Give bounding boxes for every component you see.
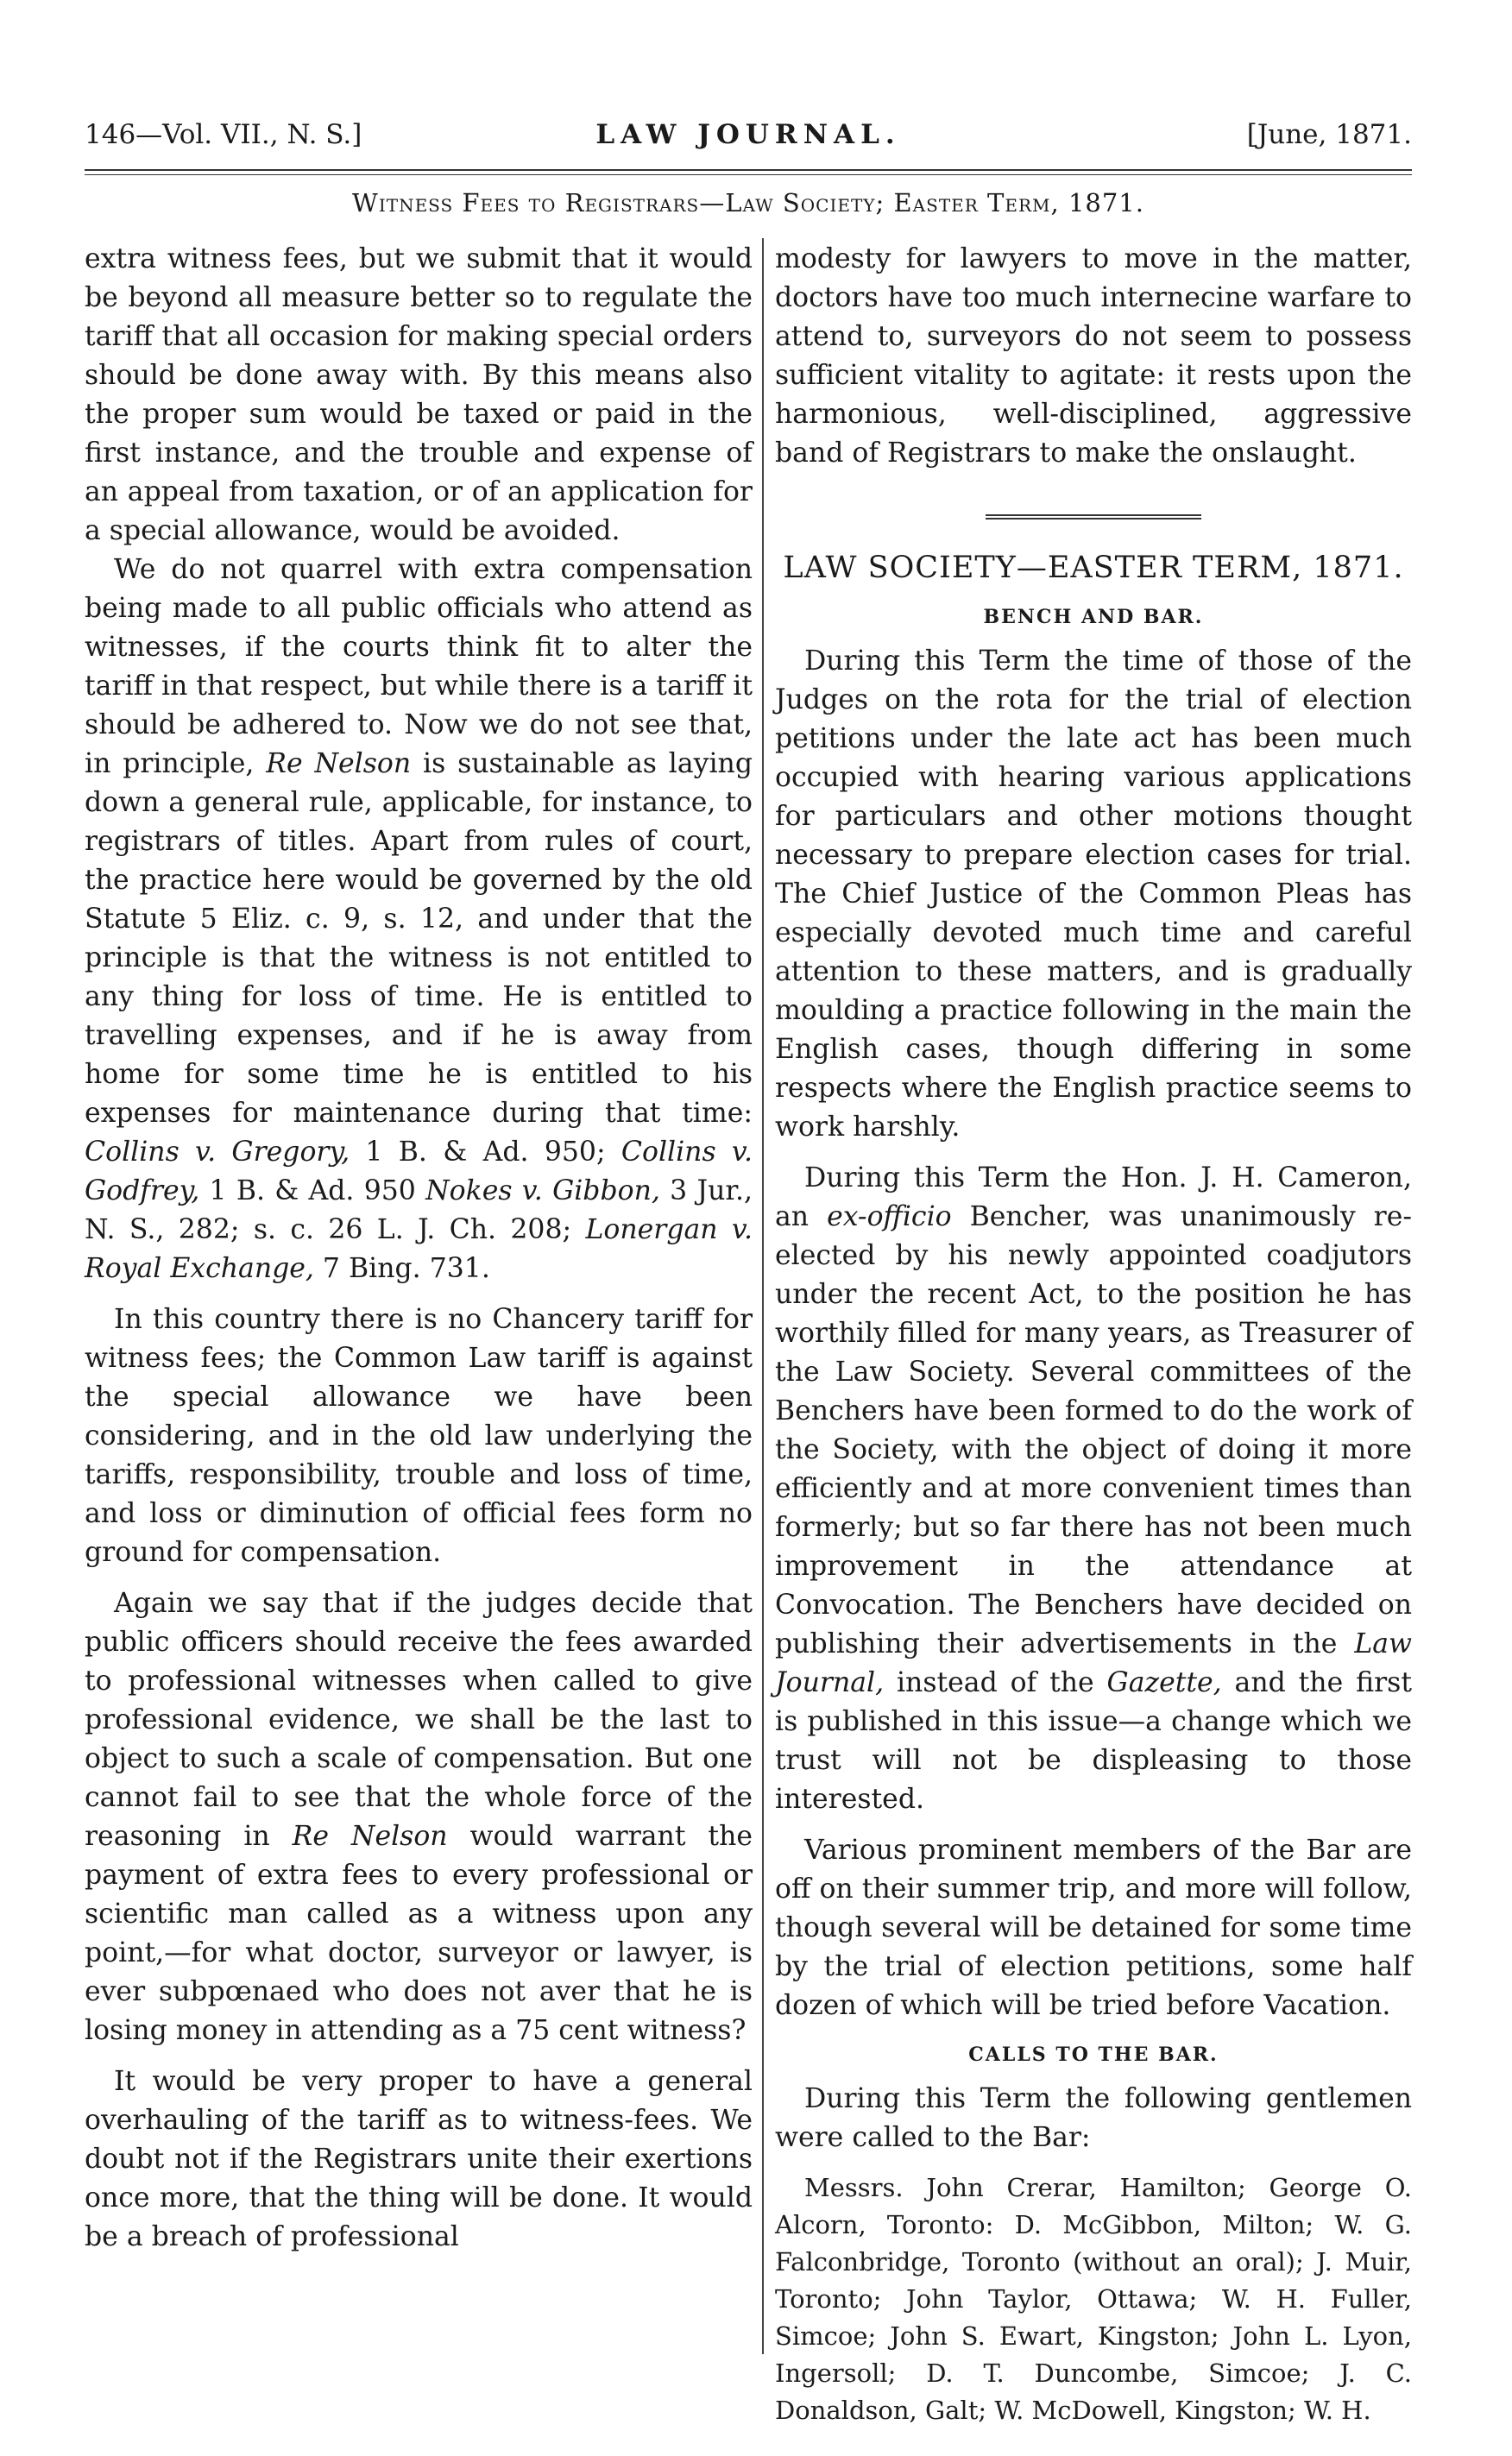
left-paragraph-2: We do not quarrel with extra compensation being made to all public officials who attend as witnesses, if the courts think fit to alter the tariff in that respect, but while there is a tariff it should be adhered to. Now we do not see that, in principle, Re Nelson is sustainable as laying down a general rule, applicable, for instance, to registrars of titles. Apart from rules of court, the practice here would be governed by the old Statute 5 Eliz. c. 9, s. 12, and under that the principle is that the witness is not entitled to any thing for loss of time. He is entitled to travelling expenses, and if he is away from home for some time he is entitled to his expenses for maintenance during that time: Collins v. Gregory, 1 B. & Ad. 950; Collins v. Godfrey, 1 B. & Ad. 950 Nokes v. Gibbon, 3 Jur., N. S., 282; s. c. 26 L. J. Ch. 208; Lonergan v. Royal Exchange, 7 Bing. 731. xyxy=(85,554,753,1284)
right-paragraph-2: During this Term the Hon. J. H. Cameron, an ex-officio Bencher, was unanimously re-elected by his newly appointed coadjutors under the recent Act, to the position he has worthily filled for many years, as Treasurer of the Law Society. Several committees of the Benchers have been formed to do the work of the Society, with the object of doing it more efficiently and at more convenient times than formerly; but so far there has not been much improvement in the attendance at Convocation. The Benchers have decided on publishing their advertisements in the Law Journal, instead of the Gazette, and the first is published in this issue—a change which we trust will not be displeasing to those interested. xyxy=(775,1162,1412,1815)
header-journal-title: LAW JOURNAL. xyxy=(595,119,901,150)
calls-list: Messrs. John Crerar, Hamilton; George O. Alcorn, Toronto: D. McGibbon, Milton; W. G. Falconbridge, Toronto (without an oral); J. Muir, Toronto; John Taylor, Ottawa; W. H. Fuller, Simcoe; John S. Ewart, Kingston; John L. Lyon, Ingersoll; D. T. Duncombe, Simcoe; J. C. Donaldson, Galt; W. McDowell, Kingston; W. H. xyxy=(775,2173,1412,2425)
right-paragraph-4: During this Term the following gentlemen were called to the Bar: xyxy=(775,2083,1412,2153)
case-name: Re Nelson xyxy=(266,748,412,779)
section-title: LAW SOCIETY—EASTER TERM, 1871. xyxy=(783,551,1404,585)
case-name: Collins v. Godfrey, xyxy=(85,1137,753,1206)
header-rule-bottom xyxy=(85,174,1412,175)
left-paragraph-5: It would be very proper to have a general overhauling of the tariff as to witness-fees. We doubt not if the Registrars unite their exertions once more, that the thing will be done. It would be a breach of professional xyxy=(85,2066,753,2252)
running-header xyxy=(85,119,1412,159)
right-paragraph-0: modesty for lawyers to move in the matter, doctors have too much internecine warfare to attend to, surveyors do not seem to possess sufficient vitality to agitate: it rests upon the harmonious, well-disciplined, aggressive band of Registrars to make the onslaught. xyxy=(775,243,1412,469)
right-paragraph-1: During this Term the time of those of the Judges on the rota for the trial of election petitions under the late act has been much occupied with hearing various applications for particulars and other motions thought necessary to prepare election cases for trial. The Chief Justice of the Common Pleas has especially devoted much time and careful attention to these matters, and is gradually moulding a practice following in the main the English cases, though differing in some respects where the English practice seems to work harshly. xyxy=(775,645,1412,1143)
header-page-volume: 146—Vol. VII., N. S.] xyxy=(85,119,362,150)
italic-term: Law Journal, xyxy=(775,1628,1412,1698)
column-divider xyxy=(762,238,764,2354)
case-name: Nokes v. Gibbon, xyxy=(425,1175,660,1206)
right-column xyxy=(775,240,1412,2429)
subheading-bench-and-bar: BENCH AND BAR. xyxy=(983,606,1204,628)
left-paragraph-1: extra witness fees, but we submit that it would be beyond all measure better so to regulate the tariff that all occasion for making special orders should be done away with. By this means also the proper sum would be taxed or paid in the first instance, and the trouble and expense of an appeal from taxation, or of an application for a special allowance, would be avoided. xyxy=(85,243,753,546)
left-paragraph-3: In this country there is no Chancery tariff for witness fees; the Common Law tariff is against the special allowance we have been considering, and in the old law underlying the tariffs, responsibility, trouble and loss of time, and loss or diminution of official fees form no ground for compensation. xyxy=(85,1304,753,1568)
case-name: Lonergan v. Royal Exchange, xyxy=(85,1214,753,1284)
page-subtitle: Witness Fees to Registrars—Law Society; Easter Term, 1871. xyxy=(352,188,1144,217)
right-paragraph-3: Various prominent members of the Bar are off on their summer trip, and more will follow, though several will be detained for some time by the trial of election petitions, some half dozen of which will be tried before Vacation. xyxy=(775,1835,1412,2021)
left-paragraph-4: Again we say that if the judges decide that public officers should receive the fees awarded to professional witnesses when called to give professional evidence, we shall be the last to object to such a scale of compensation. But one cannot fail to see that the whole force of the reasoning in Re Nelson would warrant the payment of extra fees to every professional or scientific man called as a witness upon any point,—for what doctor, surveyor or lawyer, is ever subpœnaed who does not aver that he is losing money in attending as a 75 cent witness? xyxy=(85,1588,753,2046)
header-date: [June, 1871. xyxy=(1246,119,1412,150)
header-rule-top xyxy=(85,169,1412,171)
case-name: Collins v. Gregory, xyxy=(85,1137,350,1168)
left-column xyxy=(85,240,753,2257)
section-rule-bottom xyxy=(986,518,1201,520)
section-rule-top xyxy=(986,514,1201,516)
italic-term: ex-officio xyxy=(827,1201,952,1232)
case-name: Re Nelson xyxy=(292,1821,448,1852)
italic-term: Gazette, xyxy=(1106,1667,1222,1698)
subheading-calls-to-the-bar: CALLS TO THE BAR. xyxy=(968,2044,1219,2066)
